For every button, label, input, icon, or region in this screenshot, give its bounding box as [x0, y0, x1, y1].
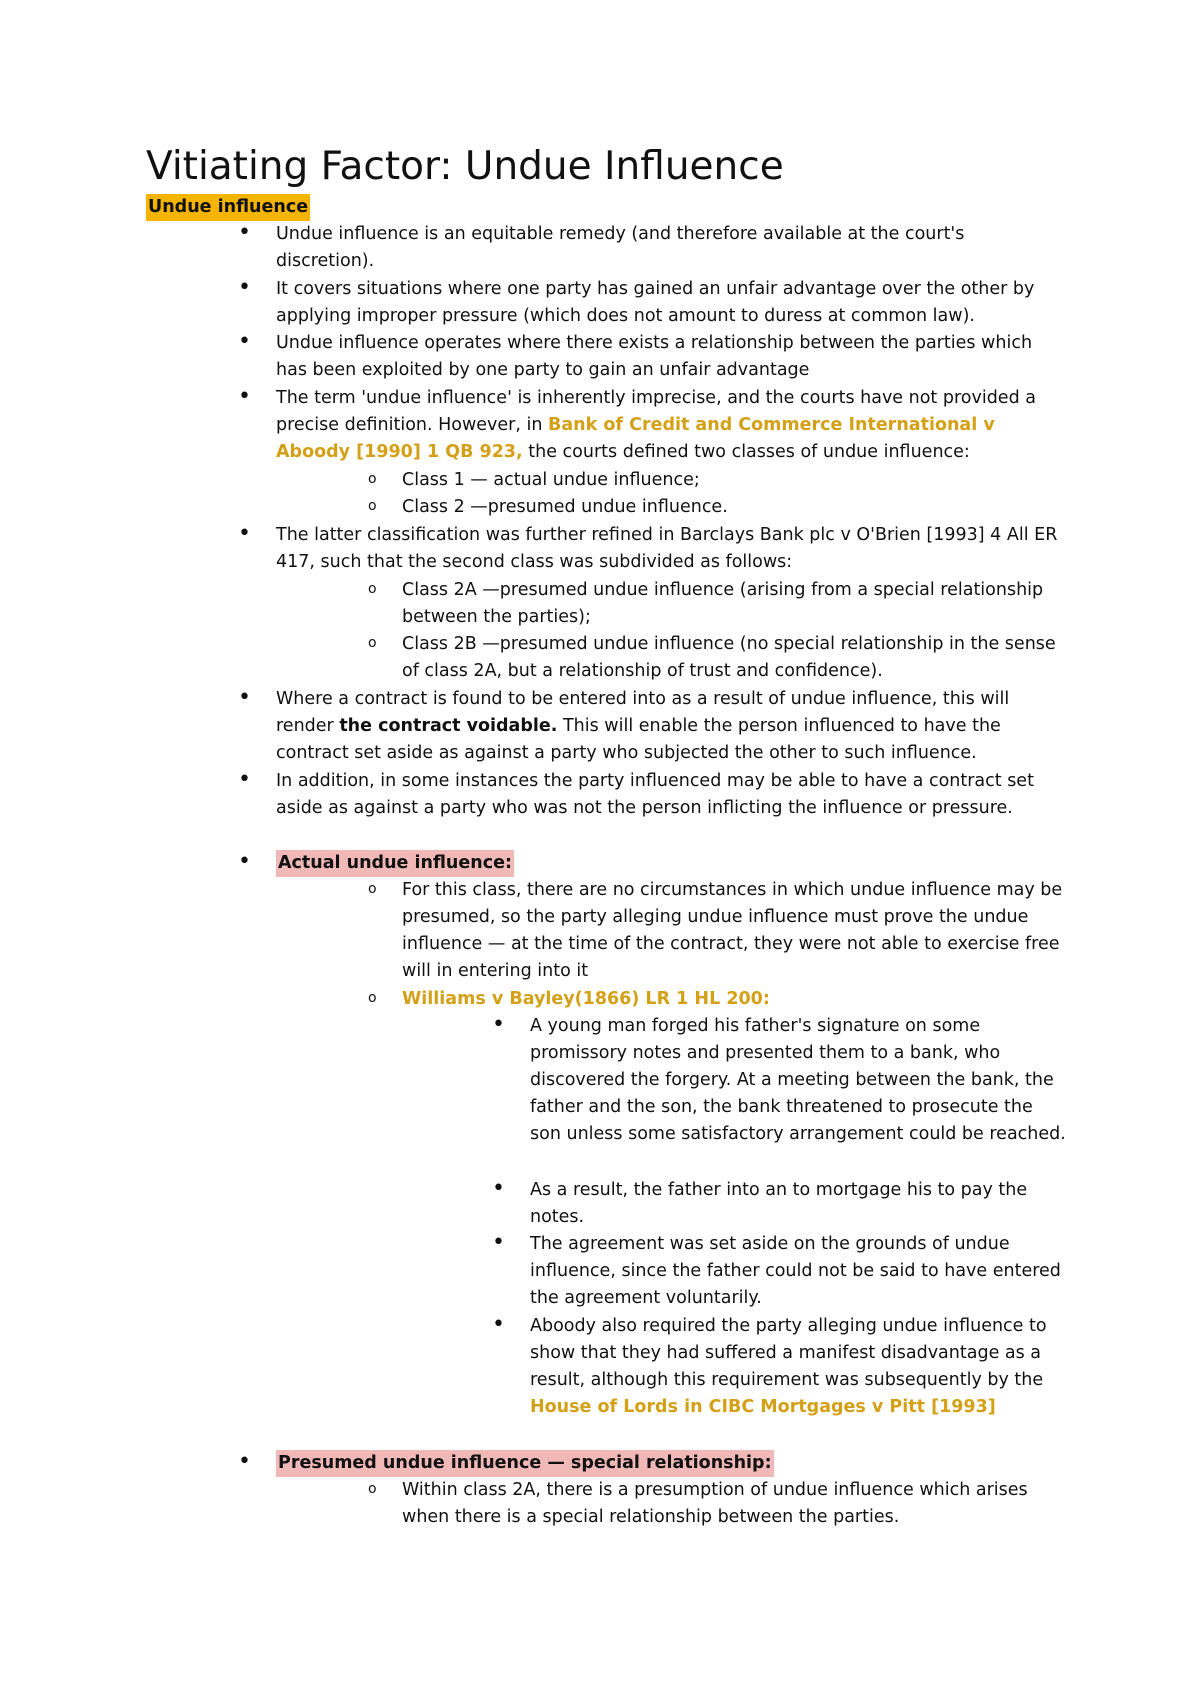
sub-list-item: o For this class, there are no circumstances in which undue influence may be presumed, so the party alleging undue influence must prove the undue influence — at the time of the contract, they were not able to exercise free will in entering into it — [402, 877, 1066, 985]
list-item-text: This will enable the person influenced to have the contract set aside as against a party who subjected the other to such influence. — [276, 716, 1001, 763]
list-item — [276, 385, 1066, 466]
page-title: Vitiating Factor: Undue Influence — [146, 144, 784, 189]
case-citation: House of Lords in CIBC Mortgages v Pitt [1993] — [530, 1397, 996, 1417]
sub-list-item — [402, 986, 1066, 1013]
case-point: • The agreement was set aside on the grounds of undue influence, since the father could not be said to have entered the agreement voluntarily. — [530, 1231, 1066, 1312]
list-item — [276, 686, 1066, 767]
list-item: • Undue influence operates where there exists a relationship between the parties which has been exploited by one party to gain an unfair advantage — [276, 330, 1066, 384]
sub-list-item: o Class 2B —presumed undue influence (no special relationship in the sense of class 2A, but a relationship of trust and confidence). — [402, 631, 1066, 685]
case-citation: Bank of Credit and Commerce International v Aboody [1990] 1 QB 923, — [276, 415, 995, 462]
list-item: • The latter classification was further refined in Barclays Bank plc v O'Brien [1993] 4 All ER 417, such that the second class was subdivided as follows: — [276, 522, 1066, 576]
bold-text: the contract voidable. — [339, 716, 558, 736]
case-point — [530, 1313, 1066, 1421]
list-item: • It covers situations where one party has gained an unfair advantage over the other by applying improper pressure (which does not amount to duress at common law). — [276, 276, 1066, 330]
section-label: Undue influence — [146, 194, 310, 221]
sub-list-item: o Within class 2A, there is a presumption of undue influence which arises when there is a special relationship between the parties. — [402, 1477, 1066, 1531]
case-point: • A young man forged his father's signature on some promissory notes and presented them to a bank, who discovered the forgery. At a meeting between the bank, the father and the son, the bank threatened to prosecute the son unless some satisfactory arrangement could be reached. — [530, 1013, 1066, 1148]
sub-list-item: o Class 2 —presumed undue influence. — [402, 494, 1066, 521]
sub-list-item: o Class 2A —presumed undue influence (arising from a special relationship between the parties); — [402, 577, 1066, 631]
case-point: • As a result, the father into an to mortgage his to pay the notes. — [530, 1177, 1066, 1231]
presumed-undue-influence-heading: Presumed undue influence — special relationship: — [276, 1450, 774, 1477]
list-item: • Undue influence is an equitable remedy (and therefore available at the court's discretion). — [276, 221, 1066, 275]
case-citation: Williams v Bayley(1866) LR 1 HL 200: — [402, 989, 770, 1009]
sub-list-item: o Class 1 — actual undue influence; — [402, 467, 1066, 494]
list-item-text: the courts defined two classes of undue influence: — [522, 442, 970, 462]
section-heading-item — [276, 850, 1066, 877]
list-item-text: The term 'undue influence' is inherently imprecise, and the courts have not provided a precise definition. However, in — [276, 388, 1036, 435]
list-item-text: Where a contract is found to be entered into as a result of undue influence, this will render — [276, 689, 1010, 736]
list-item: • In addition, in some instances the party influenced may be able to have a contract set aside as against a party who was not the person inflicting the influence or pressure. — [276, 768, 1066, 822]
list-item-text: Aboody also required the party alleging undue influence to show that they had suffered a manifest disadvantage as a result, although this requirement was subsequently by the — [530, 1316, 1047, 1390]
section-heading-item — [276, 1450, 1066, 1477]
actual-undue-influence-heading: Actual undue influence: — [276, 850, 514, 877]
